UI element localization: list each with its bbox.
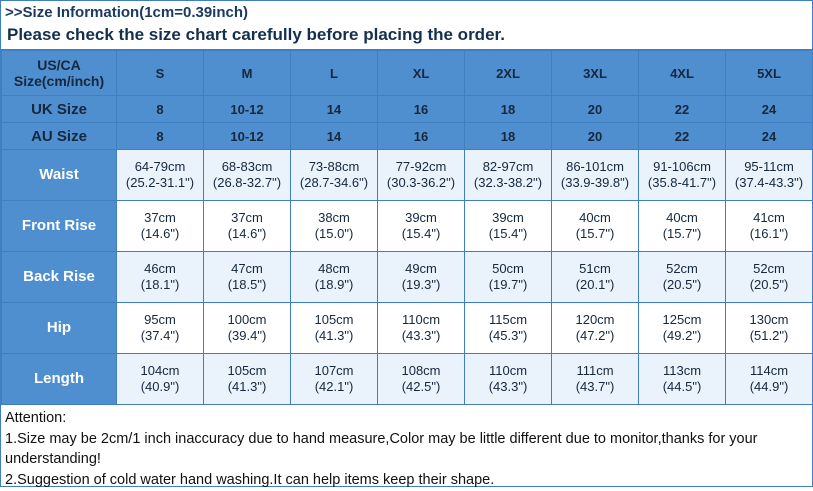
hip-4xl-inch: (49.2") <box>662 328 702 344</box>
length-xl-cm: 108cm <box>401 362 441 378</box>
length-m <box>204 354 291 405</box>
length-m-inch: (41.3") <box>227 379 267 395</box>
front-rise-5xl-cm: 41cm <box>753 209 785 225</box>
row-label-back-rise: Back Rise <box>2 252 117 303</box>
front-rise-4xl-inch: (15.7") <box>662 226 702 242</box>
waist-2xl-cm: 82-97cm <box>482 158 534 174</box>
attention-block <box>1 405 812 490</box>
au-size-s: 8 <box>117 123 204 150</box>
table-row-uk-size <box>2 96 813 123</box>
attention-title: Attention: <box>5 410 67 427</box>
back-rise-xl-inch: (19.3") <box>401 277 441 293</box>
uk-size-m: 10-12 <box>204 96 291 123</box>
back-rise-3xl-cm: 51cm <box>579 260 611 276</box>
hip-m-inch: (39.4") <box>227 328 267 344</box>
waist-3xl-cm: 86-101cm <box>566 158 624 174</box>
hip-s-inch: (37.4") <box>140 328 180 344</box>
front-rise-3xl-inch: (15.7") <box>575 226 615 242</box>
table-row-au-size <box>2 123 813 150</box>
front-rise-s <box>117 201 204 252</box>
uk-size-5xl: 24 <box>726 96 813 123</box>
au-size-xl: 16 <box>378 123 465 150</box>
hip-3xl-inch: (47.2") <box>575 328 615 344</box>
back-rise-xl <box>378 252 465 303</box>
length-xl-inch: (42.5") <box>401 379 441 395</box>
hip-xl-cm: 110cm <box>401 311 441 327</box>
waist-4xl <box>639 150 726 201</box>
hip-5xl <box>726 303 813 354</box>
waist-l <box>291 150 378 201</box>
waist-5xl-cm: 95-11cm <box>744 158 794 174</box>
length-s-cm: 104cm <box>140 362 180 378</box>
attention-note-2: 2.Suggestion of cold water hand washing.It can help items keep their shape. <box>5 471 495 488</box>
uk-size-3xl: 20 <box>552 96 639 123</box>
au-size-2xl: 18 <box>465 123 552 150</box>
hip-xl <box>378 303 465 354</box>
waist-xl-cm: 77-92cm <box>395 158 447 174</box>
waist-l-cm: 73-88cm <box>308 158 360 174</box>
uk-size-2xl: 18 <box>465 96 552 123</box>
back-rise-2xl <box>465 252 552 303</box>
size-header-m: M <box>204 51 291 96</box>
hip-s-cm: 95cm <box>144 311 176 327</box>
front-rise-l-cm: 38cm <box>318 209 350 225</box>
size-header-5xl: 5XL <box>726 51 813 96</box>
table-row-front-rise <box>2 201 813 252</box>
waist-xl <box>378 150 465 201</box>
waist-m-cm: 68-83cm <box>221 158 273 174</box>
waist-4xl-inch: (35.8-41.7") <box>647 175 717 191</box>
waist-m <box>204 150 291 201</box>
hip-4xl <box>639 303 726 354</box>
au-size-m: 10-12 <box>204 123 291 150</box>
size-header-l: L <box>291 51 378 96</box>
front-rise-l <box>291 201 378 252</box>
waist-2xl <box>465 150 552 201</box>
row-label-au-size: AU Size <box>2 123 117 150</box>
hip-4xl-cm: 125cm <box>662 311 702 327</box>
length-m-cm: 105cm <box>227 362 267 378</box>
front-rise-s-cm: 37cm <box>144 209 176 225</box>
front-rise-5xl <box>726 201 813 252</box>
length-s <box>117 354 204 405</box>
length-5xl-cm: 114cm <box>749 362 789 378</box>
length-4xl <box>639 354 726 405</box>
row-label-front-rise: Front Rise <box>2 201 117 252</box>
back-rise-l <box>291 252 378 303</box>
back-rise-2xl-cm: 50cm <box>492 260 524 276</box>
front-rise-2xl <box>465 201 552 252</box>
front-rise-3xl-cm: 40cm <box>579 209 611 225</box>
length-5xl-inch: (44.9") <box>749 379 789 395</box>
uk-size-xl: 16 <box>378 96 465 123</box>
au-size-l: 14 <box>291 123 378 150</box>
table-row-hip <box>2 303 813 354</box>
front-rise-s-inch: (14.6") <box>140 226 180 242</box>
back-rise-m-inch: (18.5") <box>227 277 267 293</box>
back-rise-xl-cm: 49cm <box>405 260 437 276</box>
back-rise-5xl <box>726 252 813 303</box>
corner-label-line1: US/CA <box>37 57 81 74</box>
back-rise-l-inch: (18.9") <box>314 277 354 293</box>
front-rise-2xl-cm: 39cm <box>492 209 524 225</box>
length-2xl <box>465 354 552 405</box>
back-rise-4xl <box>639 252 726 303</box>
row-label-uk-size: UK Size <box>2 96 117 123</box>
waist-s-inch: (25.2-31.1") <box>125 175 195 191</box>
length-2xl-cm: 110cm <box>488 362 528 378</box>
back-rise-4xl-cm: 52cm <box>666 260 698 276</box>
hip-xl-inch: (43.3") <box>401 328 441 344</box>
hip-3xl <box>552 303 639 354</box>
length-3xl-inch: (43.7") <box>575 379 615 395</box>
back-rise-3xl-inch: (20.1") <box>575 277 615 293</box>
length-l <box>291 354 378 405</box>
corner-label <box>2 51 117 96</box>
hip-s <box>117 303 204 354</box>
size-header-s: S <box>117 51 204 96</box>
uk-size-4xl: 22 <box>639 96 726 123</box>
length-3xl <box>552 354 639 405</box>
waist-5xl-inch: (37.4-43.3") <box>734 175 804 191</box>
hip-2xl-inch: (45.3") <box>488 328 528 344</box>
front-rise-4xl <box>639 201 726 252</box>
page-subtitle: Please check the size chart carefully before placing the order. <box>1 24 812 51</box>
corner-label-line2: Size(cm/inch) <box>13 73 105 90</box>
waist-xl-inch: (30.3-36.2") <box>386 175 456 191</box>
waist-s-cm: 64-79cm <box>134 158 186 174</box>
au-size-3xl: 20 <box>552 123 639 150</box>
hip-5xl-cm: 130cm <box>749 311 789 327</box>
length-3xl-cm: 111cm <box>576 362 614 378</box>
uk-size-s: 8 <box>117 96 204 123</box>
hip-m-cm: 100cm <box>227 311 267 327</box>
uk-size-l: 14 <box>291 96 378 123</box>
row-label-waist: Waist <box>2 150 117 201</box>
length-xl <box>378 354 465 405</box>
front-rise-xl-cm: 39cm <box>405 209 437 225</box>
length-l-inch: (42.1") <box>314 379 354 395</box>
size-header-xl: XL <box>378 51 465 96</box>
waist-4xl-cm: 91-106cm <box>653 158 711 174</box>
size-header-4xl: 4XL <box>639 51 726 96</box>
back-rise-m <box>204 252 291 303</box>
au-size-5xl: 24 <box>726 123 813 150</box>
size-chart-table <box>1 50 813 405</box>
hip-3xl-cm: 120cm <box>575 311 615 327</box>
front-rise-xl-inch: (15.4") <box>401 226 441 242</box>
hip-l <box>291 303 378 354</box>
hip-l-inch: (41.3") <box>314 328 354 344</box>
back-rise-l-cm: 48cm <box>318 260 350 276</box>
page-title: >>Size Information(1cm=0.39inch) <box>5 4 248 21</box>
waist-m-inch: (26.8-32.7") <box>212 175 282 191</box>
attention-note-1: 1.Size may be 2cm/1 inch inaccuracy due to hand measure,Color may be little different due to monitor,thanks for your understanding! <box>5 430 758 468</box>
table-row-back-rise <box>2 252 813 303</box>
back-rise-2xl-inch: (19.7") <box>488 277 528 293</box>
back-rise-4xl-inch: (20.5") <box>662 277 702 293</box>
front-rise-5xl-inch: (16.1") <box>749 226 789 242</box>
back-rise-5xl-cm: 52cm <box>753 260 785 276</box>
table-header-row <box>2 51 813 96</box>
waist-3xl-inch: (33.9-39.8") <box>560 175 630 191</box>
hip-5xl-inch: (51.2") <box>749 328 789 344</box>
length-5xl <box>726 354 813 405</box>
hip-l-cm: 105cm <box>314 311 354 327</box>
back-rise-s-cm: 46cm <box>144 260 176 276</box>
table-row-length <box>2 354 813 405</box>
row-label-length: Length <box>2 354 117 405</box>
front-rise-2xl-inch: (15.4") <box>488 226 528 242</box>
waist-l-inch: (28.7-34.6") <box>299 175 369 191</box>
back-rise-m-cm: 47cm <box>231 260 263 276</box>
length-4xl-cm: 113cm <box>662 362 702 378</box>
au-size-4xl: 22 <box>639 123 726 150</box>
waist-s <box>117 150 204 201</box>
front-rise-4xl-cm: 40cm <box>666 209 698 225</box>
length-s-inch: (40.9") <box>140 379 180 395</box>
length-l-cm: 107cm <box>314 362 354 378</box>
hip-2xl <box>465 303 552 354</box>
table-row-waist <box>2 150 813 201</box>
back-rise-5xl-inch: (20.5") <box>749 277 789 293</box>
row-label-hip: Hip <box>2 303 117 354</box>
front-rise-m-cm: 37cm <box>231 209 263 225</box>
front-rise-3xl <box>552 201 639 252</box>
hip-2xl-cm: 115cm <box>488 311 528 327</box>
front-rise-l-inch: (15.0") <box>314 226 354 242</box>
size-header-2xl: 2XL <box>465 51 552 96</box>
hip-m <box>204 303 291 354</box>
front-rise-xl <box>378 201 465 252</box>
back-rise-s-inch: (18.1") <box>140 277 180 293</box>
waist-2xl-inch: (32.3-38.2") <box>473 175 543 191</box>
front-rise-m <box>204 201 291 252</box>
back-rise-s <box>117 252 204 303</box>
size-header-3xl: 3XL <box>552 51 639 96</box>
length-4xl-inch: (44.5") <box>662 379 702 395</box>
back-rise-3xl <box>552 252 639 303</box>
length-2xl-inch: (43.3") <box>488 379 528 395</box>
waist-3xl <box>552 150 639 201</box>
waist-5xl <box>726 150 813 201</box>
front-rise-m-inch: (14.6") <box>227 226 267 242</box>
